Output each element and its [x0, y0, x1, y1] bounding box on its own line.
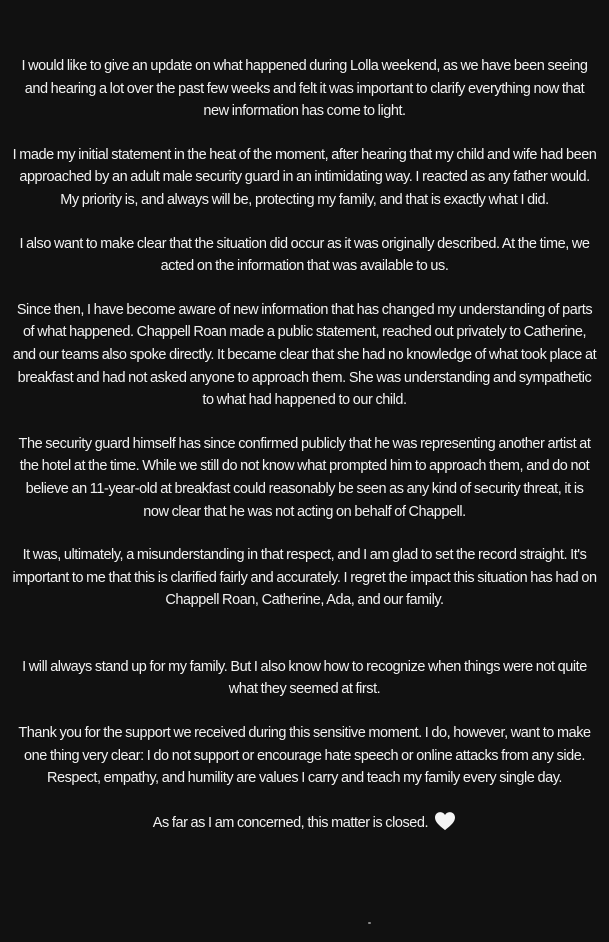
white-heart-icon — [434, 811, 456, 831]
statement-text — [12, 55, 597, 855]
paragraph-initial-statement: I made my initial statement in the heat of the moment, after hearing that my child and wife had been approached by an adult male security guard in an intimidating way. I reacted as any father would. My priority is, and always will be, protecting my family, and that is exactly what I did. — [12, 146, 597, 208]
paragraph-new-information: Since then, I have become aware of new information that has changed my understanding of parts of what happened. Chappell Roan made a public statement, reached out privately to Catherine, and our teams also spoke directly. It became clear that she had no knowledge of what took place at breakfast and had not asked anyone to approach them. She was understanding and sympathetic to what had happened to our child. — [12, 301, 597, 409]
paragraph-misunderstanding: It was, ultimately, a misunderstanding in that respect, and I am glad to set the record straight. It's important to me that this is clarified fairly and accurately. I regret the impact this situation has had on Chappell Roan, Catherine, Ada, and our family. — [12, 547, 597, 609]
paragraph-security-guard: The security guard himself has since confirmed publicly that he was representing another artist at the hotel at the time. While we still do not know what prompted him to approach them, and do not believe an 11-year-old at breakfast could reasonably be seen as any kind of security threat, it is now clear that he was not acting on behalf of Chappell. — [18, 435, 591, 520]
paragraph-stand-up: I will always stand up for my family. But I also know how to recognize when things were not quite what they seemed at first. — [22, 658, 587, 698]
stray-dot-mark — [368, 922, 371, 924]
paragraph-update: I would like to give an update on what happened during Lolla weekend, as we have been seeing and hearing a lot over the past few weeks and felt it was important to clarify everything now that new information has come to light. — [21, 58, 588, 120]
closing-text: As far as I am concerned, this matter is closed. — [152, 814, 429, 831]
paragraph-thank-you: Thank you for the support we received during this sensitive moment. I do, however, want to make one thing very clear: I do not support or encourage hate speech or online attacks from any side. Respect, empathy, and humility are values I carry and teach my family every single day. — [18, 725, 591, 787]
paragraph-closing — [12, 811, 597, 835]
paragraph-situation-occurred: I also want to make clear that the situation did occur as it was originally described. At the time, we acted on the information that was available to us. — [19, 235, 590, 275]
